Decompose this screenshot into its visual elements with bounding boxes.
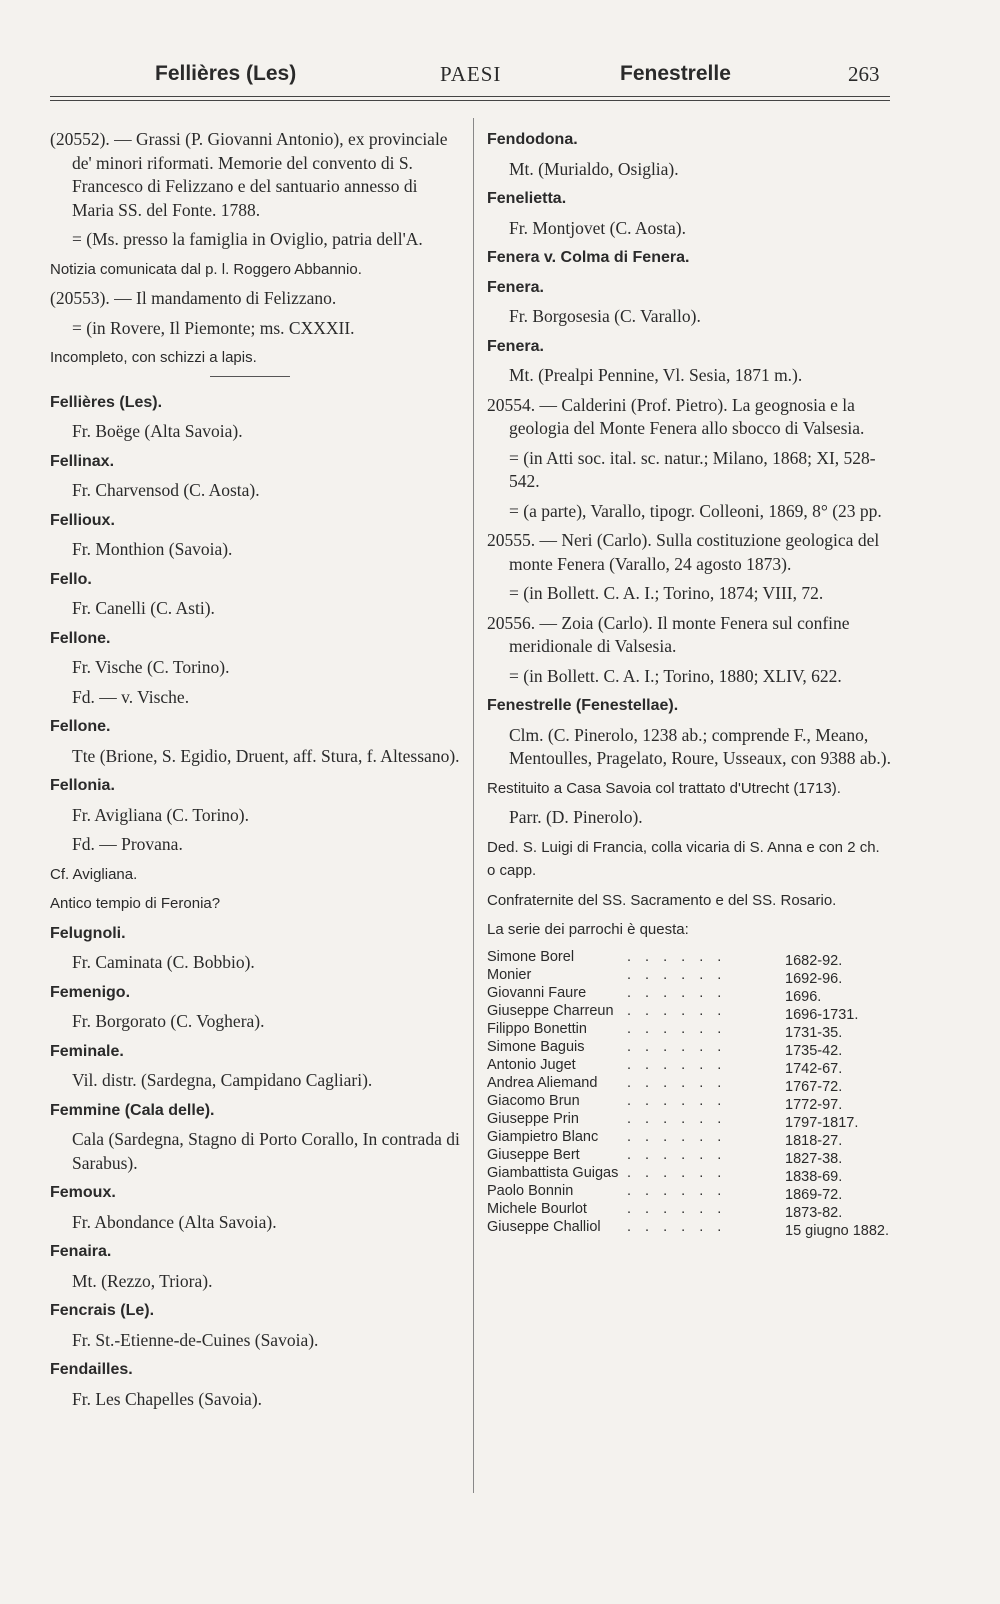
right-column-entries <box>487 128 892 942</box>
entry-note: Notizia comunicata dal p. l. Roggero Abbannio. <box>50 260 362 278</box>
parish-row <box>487 1164 892 1185</box>
parish-priest-dates: 1692-96. <box>785 970 843 987</box>
parish-row <box>487 948 892 969</box>
running-header <box>0 62 1000 92</box>
entry-text: = (a parte), Varallo, tipogr. Colleoni, 1869, 8° (23 pp. <box>509 500 882 521</box>
entry-heading: Fendailles. <box>50 1361 133 1378</box>
page-number: 263 <box>848 62 880 86</box>
entry-heading: Femenigo. <box>50 983 131 1001</box>
leader-dots: . . . . . . <box>627 1128 727 1145</box>
entry-text: 20556. — Zoia (Carlo). Il monte Fenera sul confine meridionale di Valsesia. <box>487 612 850 656</box>
leader-dots: . . . . . . <box>627 948 727 965</box>
leader-dots: . . . . . . <box>627 984 727 1001</box>
entry-heading: Fenaira. <box>50 1243 112 1260</box>
parish-row <box>487 1002 892 1023</box>
parish-priest-name: Giampietro Blanc <box>487 1128 599 1145</box>
entry-text: Fr. Caminata (C. Bobbio). <box>72 952 255 972</box>
parish-priest-dates: 15 giugno 1882. <box>785 1222 890 1239</box>
entry-text: Fr. Les Chapelles (Savoia). <box>72 1388 263 1409</box>
parish-priest-dates: 1818-27. <box>785 1132 843 1149</box>
entry-heading: Fencrais (Le). <box>50 1302 155 1319</box>
entry-text: (20552). — Grassi (P. Giovanni Antonio), ex provinciale de' minori riformati. Memorie del convento di S. Francesco di Felizzano e del santuario annesso di Maria SS. del Fonte. 1788. <box>50 129 448 220</box>
entry-heading: Fello. <box>50 570 92 588</box>
entry-heading: Fellonia. <box>50 777 115 794</box>
entry-text: Fr. Avigliana (C. Torino). <box>72 804 250 825</box>
entry-text: = (in Bollett. C. A. I.; Torino, 1880; XLIV, 622. <box>509 665 842 686</box>
parish-priest-dates: 1869-72. <box>785 1186 843 1203</box>
parish-priest-name: Simone Borel <box>487 948 575 965</box>
entry-note: Restituito a Casa Savoia col trattato d'Utrecht (1713). <box>487 779 841 797</box>
entry-heading: Fenera. <box>487 337 544 355</box>
separator-rule <box>210 376 290 377</box>
leader-dots: . . . . . . <box>627 1056 727 1073</box>
leader-dots: . . . . . . <box>627 1092 727 1109</box>
parish-priest-name: Filippo Bonettin <box>487 1020 587 1037</box>
parish-row <box>487 1182 892 1203</box>
entry-heading: Felugnoli. <box>50 924 126 942</box>
parish-priest-name: Giuseppe Charreun <box>487 1002 614 1019</box>
parish-priest-name: Giambattista Guigas <box>487 1164 619 1181</box>
leader-dots: . . . . . . <box>627 1146 727 1163</box>
header-right-entry: Fenestrelle <box>620 62 731 85</box>
entry-heading: Fellioux. <box>50 511 115 529</box>
parish-priest-dates: 1735-42. <box>785 1042 843 1059</box>
parish-priest-name: Giacomo Brun <box>487 1092 580 1109</box>
parish-priest-name: Antonio Juget <box>487 1056 576 1073</box>
leader-dots: . . . . . . <box>627 1020 727 1037</box>
entry-heading: Fenera. <box>487 278 544 296</box>
entry-text: = (in Atti soc. ital. sc. natur.; Milano, 1868; XI, 528-542. <box>509 447 876 491</box>
entry-text: Vil. distr. (Sardegna, Campidano Cagliari). <box>72 1070 373 1090</box>
leader-dots: . . . . . . <box>627 1164 727 1181</box>
entry-text: = (Ms. presso la famiglia in Oviglio, patria dell'A. <box>72 229 423 249</box>
parish-priest-dates: 1772-97. <box>785 1096 843 1113</box>
entry-text: Fr. Monthion (Savoia). <box>72 539 233 559</box>
parish-row <box>487 1038 892 1059</box>
entry-text: = (in Rovere, Il Piemonte; ms. CXXXII. <box>72 317 355 338</box>
entry-note: Confraternite del SS. Sacramento e del SS. Rosario. <box>487 891 837 909</box>
leader-dots: . . . . . . <box>627 966 727 983</box>
left-column <box>50 128 460 1417</box>
entry-text: Fr. St.-Etienne-de-Cuines (Savoia). <box>72 1329 319 1350</box>
entry-heading: Feminale. <box>50 1042 124 1060</box>
parish-row <box>487 966 892 987</box>
parish-priest-dates: 1731-35. <box>785 1024 843 1041</box>
entry-note: Incompleto, con schizzi a lapis. <box>50 349 257 366</box>
entry-text: 20554. — Calderini (Prof. Pietro). La geognosia e la geologia del Monte Fenera allo sbocco di Valsesia. <box>487 394 865 438</box>
leader-dots: . . . . . . <box>627 1110 727 1127</box>
entry-note: Cf. Avigliana. <box>50 865 138 883</box>
entry-text: Fd. — v. Vische. <box>72 686 190 707</box>
parish-priest-name: Simone Baguis <box>487 1038 585 1055</box>
entry-text: Mt. (Rezzo, Triora). <box>72 1270 213 1291</box>
parish-priest-name: Giuseppe Prin <box>487 1110 579 1127</box>
entry-heading: Fellières (Les). <box>50 393 163 411</box>
header-left-entry: Fellières (Les) <box>155 62 297 85</box>
entry-note: Antico tempio di Feronia? <box>50 895 221 912</box>
parish-row <box>487 984 892 1005</box>
header-section-title: PAESI <box>440 62 502 86</box>
entry-heading: Fellone. <box>50 718 111 735</box>
entry-text: Mt. (Murialdo, Osiglia). <box>509 158 679 179</box>
header-rule-top <box>50 96 890 97</box>
entry-text: Fr. Canelli (C. Asti). <box>72 598 215 618</box>
parish-row <box>487 1092 892 1113</box>
parish-priest-dates: 1696-1731. <box>785 1006 859 1023</box>
entry-text: Fr. Montjovet (C. Aosta). <box>509 217 686 238</box>
entry-heading: Fellinax. <box>50 452 115 470</box>
leader-dots: . . . . . . <box>627 1002 727 1019</box>
entry-heading: Fendodona. <box>487 131 578 148</box>
parish-row <box>487 1128 892 1149</box>
entry-text: Fd. — Provana. <box>72 834 183 854</box>
parish-list <box>487 948 892 1239</box>
parish-priest-dates: 1682-92. <box>785 952 843 969</box>
entry-text: Cala (Sardegna, Stagno di Porto Corallo, In contrada di Sarabus). <box>72 1129 460 1173</box>
entry-text: Fr. Borgorato (C. Voghera). <box>72 1011 265 1031</box>
parish-priest-dates: 1742-67. <box>785 1060 843 1077</box>
entry-text: Clm. (C. Pinerolo, 1238 ab.; comprende F., Meano, Mentoulles, Pragelato, Roure, Usseaux, con 9388 ab.). <box>509 724 892 768</box>
parish-priest-dates: 1873-82. <box>785 1204 843 1221</box>
leader-dots: . . . . . . <box>627 1200 727 1217</box>
leader-dots: . . . . . . <box>627 1074 727 1091</box>
parish-priest-name: Monier <box>487 966 532 983</box>
entry-text: Fr. Vische (C. Torino). <box>72 657 230 677</box>
entry-text: Tte (Brione, S. Egidio, Druent, aff. Stura, f. Altessano). <box>72 745 460 766</box>
parish-row <box>487 1110 892 1131</box>
parish-priest-name: Giuseppe Bert <box>487 1146 580 1163</box>
column-divider <box>473 118 474 1493</box>
leader-dots: . . . . . . <box>627 1038 727 1055</box>
parish-priest-name: Paolo Bonnin <box>487 1182 574 1199</box>
entry-heading: Fenestrelle (Fenestellae). <box>487 697 679 714</box>
entry-note: La serie dei parrochi è questa: <box>487 921 689 938</box>
header-rule-bottom <box>50 100 890 101</box>
right-column <box>487 128 892 1239</box>
entry-text: 20555. — Neri (Carlo). Sulla costituzione geologica del monte Fenera (Varallo, 24 agosto 1873). <box>487 530 880 574</box>
entry-text: Fr. Borgosesia (C. Varallo). <box>509 306 701 326</box>
entry-heading: Fellone. <box>50 629 111 647</box>
entry-text: Fr. Boëge (Alta Savoia). <box>72 421 243 441</box>
parish-priest-name: Andrea Aliemand <box>487 1074 598 1091</box>
parish-row <box>487 1218 892 1239</box>
entry-note: Ded. S. Luigi di Francia, colla vicaria di S. Anna e con 2 ch. o capp. <box>487 838 880 879</box>
entry-text: (20553). — Il mandamento di Felizzano. <box>50 288 337 308</box>
parish-row <box>487 1146 892 1167</box>
parish-priest-dates: 1767-72. <box>785 1078 843 1095</box>
parish-priest-name: Giuseppe Challiol <box>487 1218 601 1235</box>
parish-priest-dates: 1827-38. <box>785 1150 843 1167</box>
parish-row <box>487 1200 892 1221</box>
leader-dots: . . . . . . <box>627 1182 727 1199</box>
entry-text: Fr. Charvensod (C. Aosta). <box>72 480 260 500</box>
parish-priest-dates: 1696. <box>785 988 822 1005</box>
entry-heading: Fenelietta. <box>487 190 567 207</box>
parish-row <box>487 1074 892 1095</box>
parish-priest-name: Giovanni Faure <box>487 984 587 1001</box>
entry-heading: Femmine (Cala delle). <box>50 1101 215 1119</box>
parish-priest-name: Michele Bourlot <box>487 1200 587 1217</box>
leader-dots: . . . . . . <box>627 1218 727 1235</box>
entry-text: Mt. (Prealpi Pennine, Vl. Sesia, 1871 m.). <box>509 365 803 385</box>
entry-text: = (in Bollett. C. A. I.; Torino, 1874; VIII, 72. <box>509 583 824 603</box>
entry-text: Fr. Abondance (Alta Savoia). <box>72 1211 277 1232</box>
parish-priest-dates: 1838-69. <box>785 1168 843 1185</box>
entry-heading: Femoux. <box>50 1184 116 1201</box>
parish-priest-dates: 1797-1817. <box>785 1114 859 1131</box>
parish-row <box>487 1056 892 1077</box>
parish-row <box>487 1020 892 1041</box>
entry-text: Parr. (D. Pinerolo). <box>509 807 643 827</box>
entry-heading: Fenera v. Colma di Fenera. <box>487 249 690 266</box>
